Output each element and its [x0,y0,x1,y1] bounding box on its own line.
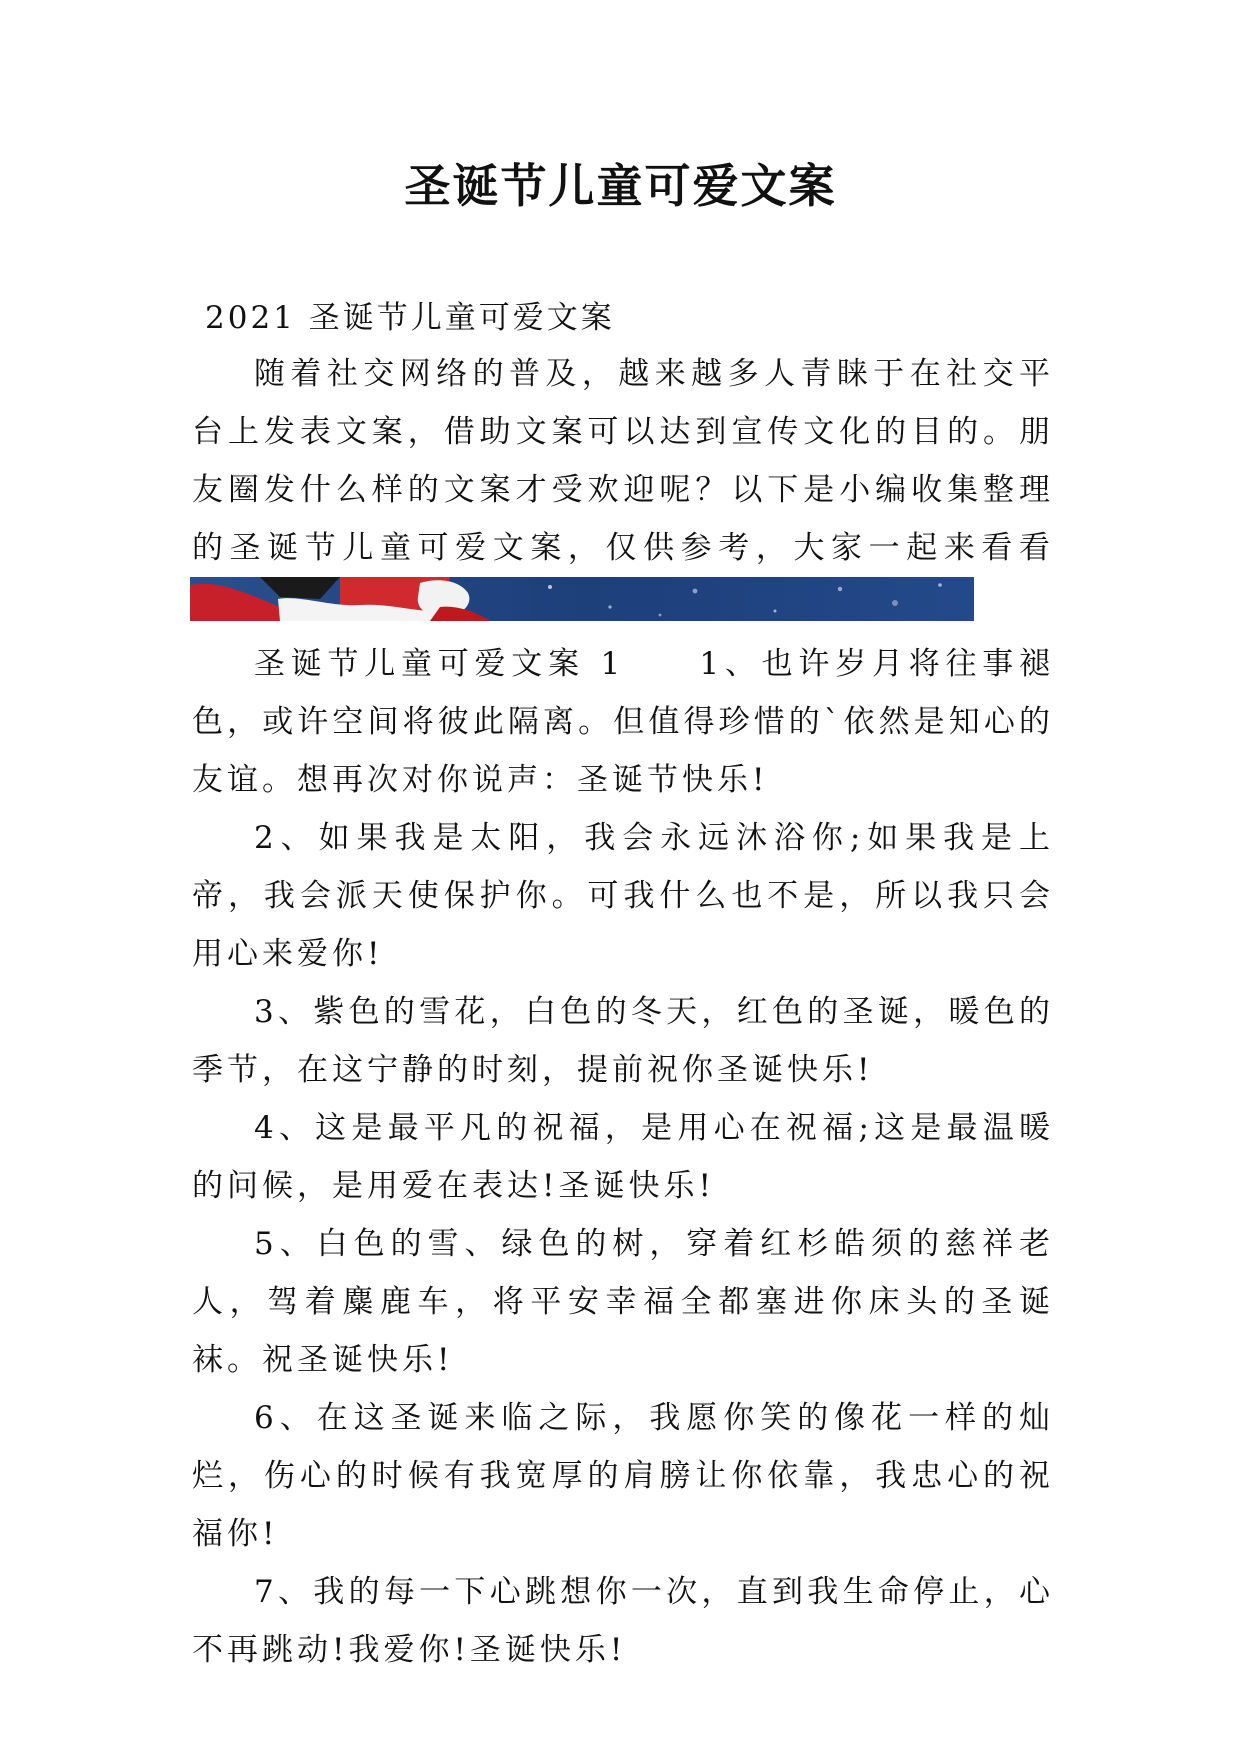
wishes-list [192,635,1054,1679]
list-item: 圣诞节儿童可爱文案 1 1、也许岁月将往事褪色，或许空间将彼此隔离。但值得珍惜的`依然是知心的友谊。想再次对你说声：圣诞节快乐! [192,646,1054,798]
list-item: 4、这是最平凡的祝福，是用心在祝福;这是最温暖的问候，是用爱在表达!圣诞快乐! [192,1110,1054,1204]
document-subtitle: 2021 圣诞节儿童可爱文案 [205,300,615,336]
intro-paragraph: 随着社交网络的普及，越来越多人青睐于在社交平台上发表文案，借助文案可以达到宣传文化的目的。朋友圈发什么样的文案才受欢迎呢？以下是小编收集整理的圣诞节儿童可爱文案，仅供参考，大家一起来看看 [192,356,1054,566]
list-item: 2、如果我是太阳，我会永远沐浴你;如果我是上帝，我会派天使保护你。可我什么也不是，所以我只会用心来爱你! [192,820,1054,972]
list-item: 3、紫色的雪花，白色的冬天，红色的圣诞，暖色的季节，在这宁静的时刻，提前祝你圣诞快乐! [192,994,1054,1088]
christmas-banner-image [190,577,974,621]
list-item: 7、我的每一下心跳想你一次，直到我生命停止，心不再跳动!我爱你!圣诞快乐! [192,1574,1054,1668]
page-title: 圣诞节儿童可爱文案 [404,159,837,213]
list-item: 6、在这圣诞来临之际，我愿你笑的像花一样的灿烂，伤心的时候有我宽厚的肩膀让你依靠，我忠心的祝福你! [192,1400,1054,1552]
list-item: 5、白色的雪、绿色的树，穿着红杉皓须的慈祥老人，驾着麋鹿车，将平安幸福全都塞进你床头的圣诞袜。祝圣诞快乐! [192,1226,1054,1378]
